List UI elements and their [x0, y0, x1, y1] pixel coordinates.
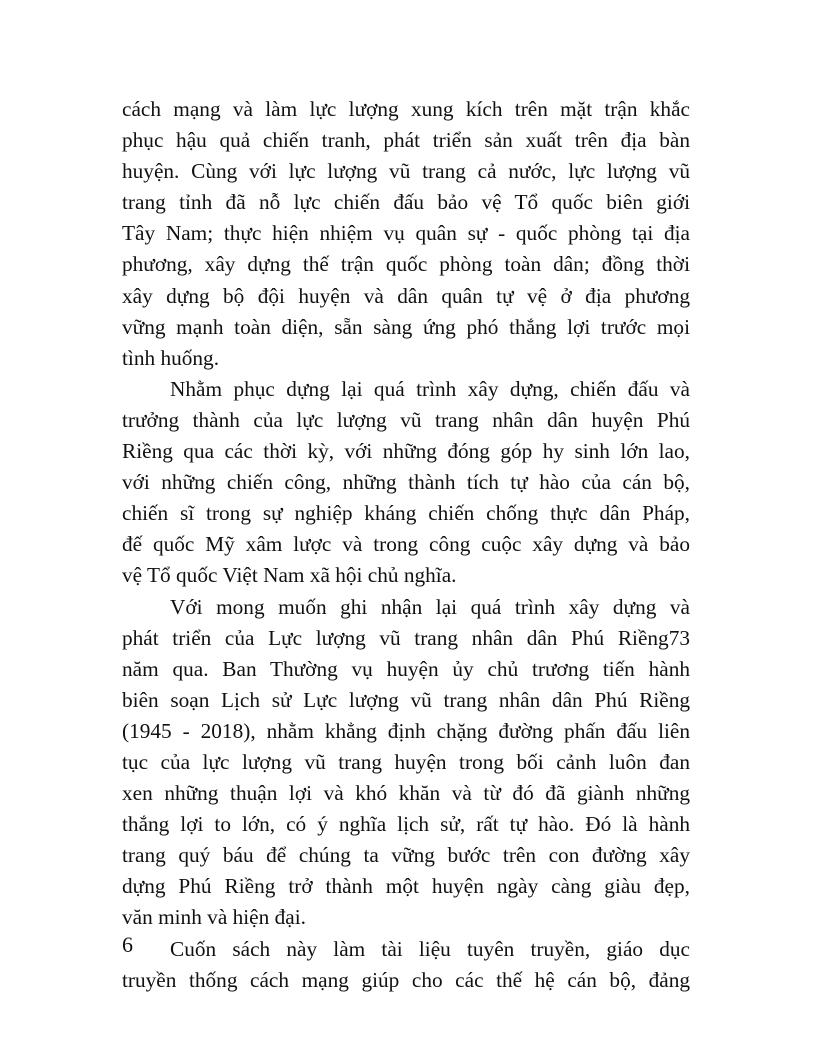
text-line: cách mạng và làm lực lượng xung kích trên mặt trận khắc [122, 97, 690, 121]
text-line: huyện. Cùng với lực lượng vũ trang cả nước, lực lượng vũ [122, 159, 690, 184]
text-line: xây dựng bộ đội huyện và dân quân tự vệ ở địa phương [122, 283, 690, 308]
text-line: phát triển của Lực lượng vũ trang nhân dân Phú Riềng73 [122, 625, 690, 650]
page-number: 6 [122, 932, 133, 957]
text-line: xen những thuận lợi và khó khăn và từ đó đã giành những [122, 781, 690, 806]
text-line: Với mong muốn ghi nhận lại quá trình xây dựng và [170, 594, 690, 619]
text-line: với những chiến công, những thành tích tự hào của cán bộ, [122, 470, 690, 495]
text-line: thắng lợi to lớn, có ý nghĩa lịch sử, rất tự hào. Đó là hành [122, 812, 690, 837]
text-line: trang tỉnh đã nỗ lực chiến đấu bảo vệ Tổ quốc biên giới [122, 190, 690, 215]
body-text [122, 94, 690, 996]
text-line: phục hậu quả chiến tranh, phát triển sản xuất trên địa bàn [122, 128, 690, 153]
text-line: tục của lực lượng vũ trang huyện trong bối cảnh luôn đan [122, 749, 690, 774]
text-line: Nhằm phục dựng lại quá trình xây dựng, chiến đấu và [170, 376, 690, 401]
text-line: trang quý báu để chúng ta vững bước trên con đường xây [122, 843, 690, 868]
text-line: đế quốc Mỹ xâm lược và trong công cuộc xây dựng và bảo [122, 532, 690, 557]
text-line: vững mạnh toàn diện, sẵn sàng ứng phó thắng lợi trước mọi [122, 314, 690, 339]
text-line: (1945 - 2018), nhằm khẳng định chặng đường phấn đấu liên [122, 718, 690, 743]
text-line: năm qua. Ban Thường vụ huyện ủy chủ trương tiến hành [122, 656, 690, 681]
text-line: Cuốn sách này làm tài liệu tuyên truyền, giáo dục [170, 936, 690, 961]
text-line: chiến sĩ trong sự nghiệp kháng chiến chống thực dân Pháp, [122, 501, 690, 526]
text-line: Tây Nam; thực hiện nhiệm vụ quân sự - quốc phòng tại địa [122, 221, 690, 246]
text-line: tình huống. [122, 345, 220, 370]
text-line: văn minh và hiện đại. [122, 905, 306, 930]
text-line: truyền thống cách mạng giúp cho các thế hệ cán bộ, đảng [122, 967, 690, 992]
text-line: Riềng qua các thời kỳ, với những đóng góp hy sinh lớn lao, [122, 439, 690, 464]
text-line: trưởng thành của lực lượng vũ trang nhân dân huyện Phú [122, 407, 690, 432]
text-line: phương, xây dựng thế trận quốc phòng toàn dân; đồng thời [122, 252, 690, 277]
text-line: dựng Phú Riềng trở thành một huyện ngày càng giàu đẹp, [122, 874, 690, 899]
text-line: vệ Tổ quốc Việt Nam xã hội chủ nghĩa. [122, 563, 457, 588]
text-line: biên soạn Lịch sử Lực lượng vũ trang nhân dân Phú Riềng [122, 687, 690, 712]
